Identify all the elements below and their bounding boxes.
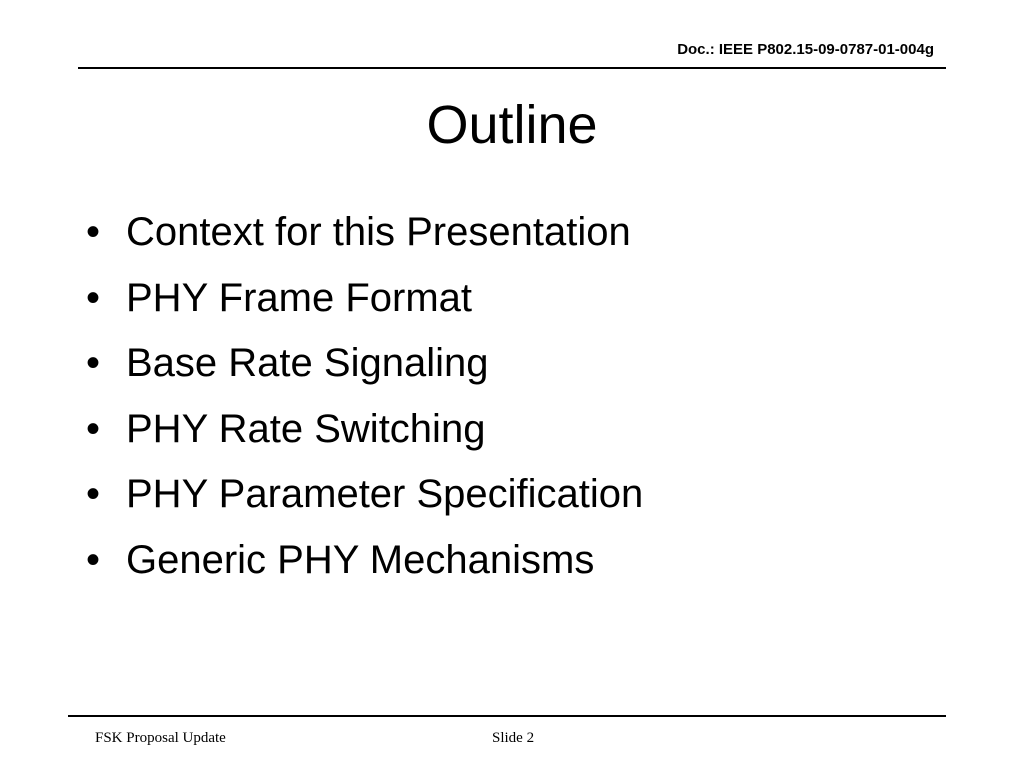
bullet-item <box>86 397 643 463</box>
bullet-item <box>86 331 643 397</box>
footer-divider <box>68 715 946 717</box>
bullet-text: PHY Rate Switching <box>126 406 486 451</box>
bullet-text: Base Rate Signaling <box>126 341 489 385</box>
bullet-point: • <box>86 472 101 516</box>
header-divider <box>78 67 946 69</box>
bullet-point: • <box>86 537 101 582</box>
bullet-text: Generic PHY Mechanisms <box>126 537 595 582</box>
bullet-point: • <box>86 210 101 254</box>
bullet-point: • <box>86 341 101 385</box>
document-id: Doc.: IEEE P802.15-09-0787-01-004g <box>677 41 934 58</box>
bullet-item <box>86 266 643 332</box>
bullet-point: • <box>86 275 101 320</box>
bullet-item <box>86 462 643 528</box>
bullet-item <box>86 528 643 594</box>
bullet-text: PHY Frame Format <box>126 275 472 320</box>
bullet-text: Context for this Presentation <box>126 210 631 254</box>
bullet-list <box>86 200 643 593</box>
footer-presentation-title: FSK Proposal Update <box>95 730 226 746</box>
slide-title: Outline <box>426 95 598 155</box>
bullet-point: • <box>86 406 101 451</box>
bullet-item <box>86 200 643 266</box>
slide-number: Slide 2 <box>492 730 535 746</box>
bullet-text: PHY Parameter Specification <box>126 472 644 516</box>
